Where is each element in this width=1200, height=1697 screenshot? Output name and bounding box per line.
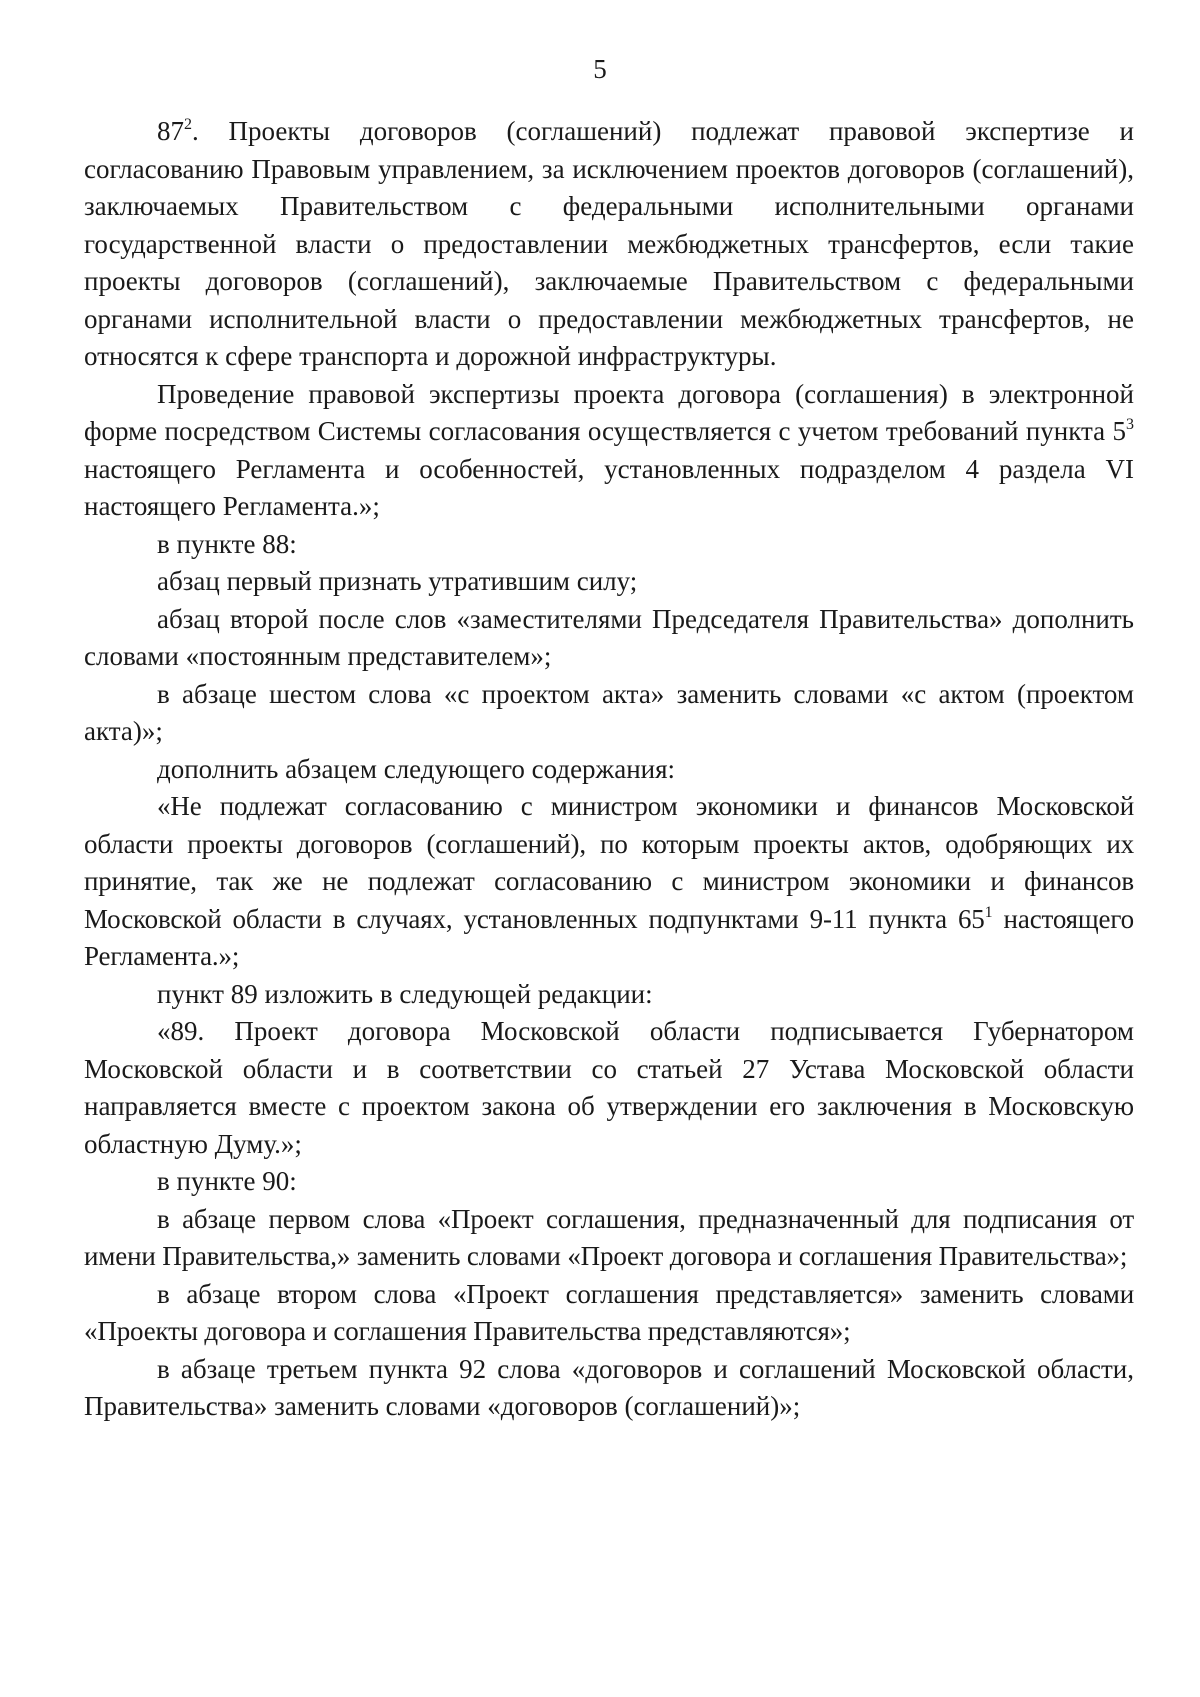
paragraph-not-subject <box>84 788 1134 976</box>
superscript: 2 <box>184 116 192 133</box>
paragraph-add-abzac: дополнить абзацем следующего содержания: <box>157 753 676 784</box>
paragraph-89-text: «89. Проект договора Московской области подписывается Губернатором Московской области и в соответствии со статьей 27 Устава Московской области направляется вместе с проектом закона об утверждении его заключения в Московскую областную Думу.»; <box>84 1016 1134 1159</box>
superscript: 1 <box>984 903 993 921</box>
page-number: 5 <box>593 54 607 84</box>
paragraph-90-second: в абзаце втором слова «Проект соглашения представляется» заменить словами «Проекты договора и соглашения Правительства представляются»; <box>84 1278 1134 1346</box>
paragraph-legal-expertise <box>84 376 1134 526</box>
paragraph-text-after: настоящего Регламента и особенностей, установленных подразделом 4 раздела VI настоящего Регламента.»; <box>84 453 1134 521</box>
paragraph-90-first: в абзаце первом слова «Проект соглашения, предназначенный для подписания от имени Правительства,» заменить словами «Проект договора и соглашения Правительства»; <box>84 1203 1134 1271</box>
paragraph-item-88: в пункте 88: <box>157 528 297 559</box>
paragraph-first-abzac: абзац первый признать утратившим силу; <box>157 566 638 596</box>
paragraph-text: Проведение правовой экспертизы проекта договора (соглашения) в электронной форме посредством Системы согласования осуществляется с учетом требований пункта 5 <box>84 378 1134 446</box>
paragraph-text: . Проекты договоров (соглашений) подлежат правовой экспертизе и согласованию Правовым управлением, за исключением проектов договоров (соглашений), заключаемых Правительством с федеральными исполнительными органами государственной власти о предоставлении межбюджетных трансфертов, если такие проекты договоров (соглашений), заключаемые Правительством с федеральными органами исполнительной власти о предоставлении межбюджетных трансфертов, не относятся к сфере транспорта и дорожной инфраструктуры. <box>84 116 1134 371</box>
paragraph-text: «Не подлежат согласованию с министром экономики и финансов Московской области проекты договоров (соглашений), по которым проекты актов, одобряющих их принятие, так же не подлежат согласованию с министром экономики и финансов Московской области в случаях, установленных подпунктами 9-11 пункта 65 <box>84 791 1134 934</box>
paragraph-item-90: в пункте 90: <box>157 1166 297 1196</box>
paragraph-item-89: пункт 89 изложить в следующей редакции: <box>157 978 653 1009</box>
paragraph-text-after: настоящего Регламента.»; <box>84 903 1134 971</box>
document-body <box>84 113 1134 1426</box>
paragraph-second-abzac: абзац второй после слов «заместителями Председателя Правительства» дополнить словами «постоянным представителем»; <box>84 603 1134 671</box>
paragraph-sixth-abzac: в абзаце шестом слова «с проектом акта» заменить словами «с актом (проектом акта)»; <box>84 678 1134 746</box>
superscript: 3 <box>1126 416 1134 433</box>
paragraph-87-2 <box>84 113 1134 376</box>
paragraph-92-third: в абзаце третьем пункта 92 слова «договоров и соглашений Московской области, Правительства» заменить словами «договоров (соглашений)»; <box>84 1353 1134 1421</box>
paragraph-lead: 87 <box>157 116 184 146</box>
